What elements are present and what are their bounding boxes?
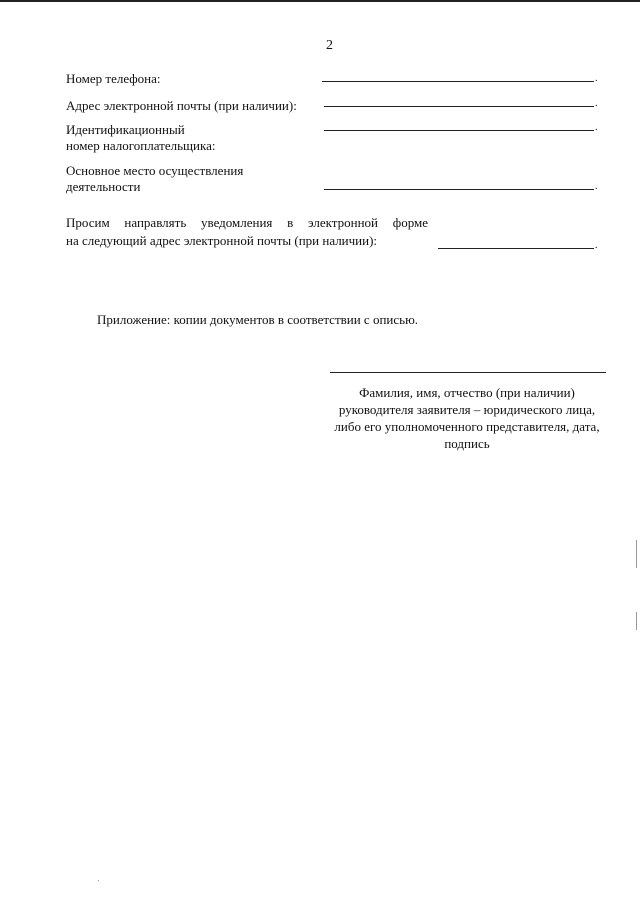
email-line-end-dot: . (595, 98, 598, 109)
activity-place-line[interactable] (324, 189, 594, 190)
scan-mark (636, 540, 637, 568)
phone-label: Номер телефона: (66, 71, 161, 86)
scan-speck (98, 880, 99, 881)
signature-caption-line-1: Фамилия, имя, отчество (при наличии) (359, 385, 575, 400)
inn-line[interactable] (324, 130, 594, 131)
activity-place-label-line-1: Основное место осуществления (66, 163, 244, 178)
notification-email-line-end-dot: . (595, 240, 598, 251)
page-number: 2 (326, 38, 333, 53)
phone-line-end-dot: . (595, 73, 598, 84)
signature-caption (322, 384, 612, 452)
request-text-line-1: Просим направлять уведомления в электронной форме (66, 215, 428, 230)
inn-line-end-dot: . (595, 122, 598, 133)
signature-caption-line-3: либо его уполномоченного представителя, дата, (334, 419, 600, 434)
signature-line[interactable] (330, 372, 606, 373)
scan-mark (636, 612, 637, 630)
inn-label-line-2: номер налогоплательщика: (66, 138, 216, 153)
phone-line[interactable] (322, 81, 594, 82)
activity-place-label-line-2: деятельности (66, 179, 141, 194)
page-top-edge (0, 0, 640, 2)
request-text-line-2: на следующий адрес электронной почты (при наличии): (66, 233, 378, 248)
email-line[interactable] (324, 106, 594, 107)
email-label: Адрес электронной почты (при наличии): (66, 98, 297, 113)
appendix-text: Приложение: копии документов в соответствии с описью. (97, 312, 419, 327)
signature-caption-line-4: подпись (444, 436, 490, 451)
activity-place-line-end-dot: . (595, 181, 598, 192)
signature-caption-line-2: руководителя заявителя – юридического лица, (338, 402, 596, 417)
notification-email-line[interactable] (438, 248, 594, 249)
inn-label-line-1: Идентификационный (66, 122, 185, 137)
